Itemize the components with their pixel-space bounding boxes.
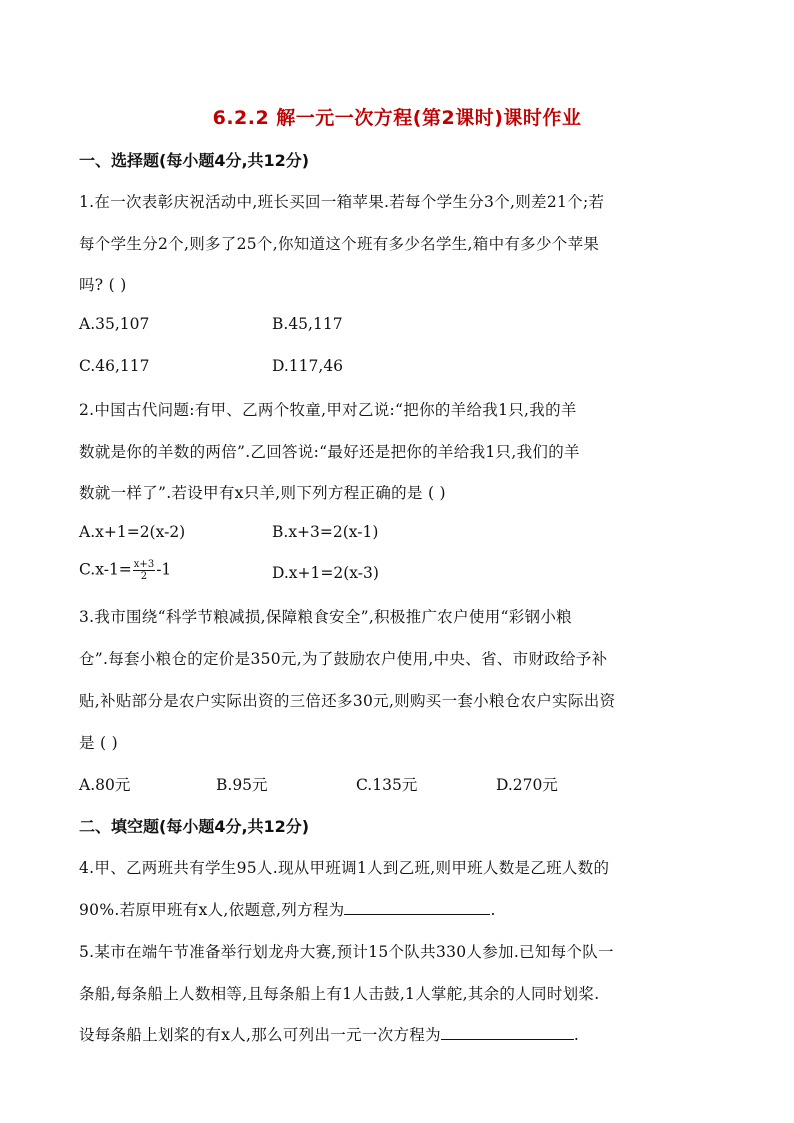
q4-line-2 — [79, 898, 496, 920]
q1-line-3: 吗? ( ) — [79, 276, 127, 294]
fraction — [133, 559, 155, 582]
q3-option-b: B.95元 — [216, 776, 268, 794]
q1-option-a: A.35,107 — [79, 315, 150, 333]
page-title: 6.2.2 解一元一次方程(第2课时)课时作业 — [212, 107, 582, 129]
q3-option-c: C.135元 — [356, 776, 418, 794]
q4-line-1: 4.甲、乙两班共有学生95人.现从甲班调1人到乙班,则甲班人数是乙班人数的 — [79, 859, 610, 877]
q1-line-2: 每个学生分2个,则多了25个,你知道这个班有多少名学生,箱中有多少个苹果 — [79, 235, 600, 253]
q1-line-1: 1.在一次表彰庆祝活动中,班长买回一箱苹果.若每个学生分3个,则差21个;若 — [79, 193, 605, 211]
q2-option-c-suffix: -1 — [156, 560, 172, 579]
q5-line-3 — [79, 1023, 579, 1045]
q3-line-1: 3.我市围绕“科学节粮减损,保障粮食安全”,积极推广农户使用“彩钢小粮 — [79, 608, 572, 626]
section-heading-choice: 一、选择题(每小题4分,共12分) — [79, 151, 310, 170]
q1-option-b: B.45,117 — [272, 315, 343, 333]
q2-option-b: B.x+3=2(x-1) — [272, 523, 379, 541]
q3-line-3: 贴,补贴部分是农户实际出资的三倍还多30元,则购买一套小粮仓农户实际出资 — [79, 692, 616, 710]
q3-option-a: A.80元 — [79, 776, 131, 794]
q3-line-2: 仓”.每套小粮仓的定价是350元,为了鼓励农户使用,中央、省、市财政给予补 — [79, 650, 608, 668]
q1-option-d: D.117,46 — [272, 357, 344, 375]
q1-option-c: C.46,117 — [79, 357, 150, 375]
section-heading-fill: 二、填空题(每小题4分,共12分) — [79, 817, 310, 836]
q4-period: . — [490, 901, 496, 919]
q2-option-c — [79, 559, 171, 582]
fraction-denominator: 2 — [140, 571, 148, 582]
fraction-numerator: x+3 — [133, 559, 155, 570]
q4-line-2-text: 90%.若原甲班有x人,依题意,列方程为 — [79, 901, 345, 919]
answer-blank[interactable] — [441, 1025, 574, 1040]
q3-line-4: 是 ( ) — [79, 734, 118, 752]
q2-line-3: 数就一样了”.若设甲有x只羊,则下列方程正确的是 ( ) — [79, 484, 446, 502]
q2-line-1: 2.中国古代问题:有甲、乙两个牧童,甲对乙说:“把你的羊给我1只,我的羊 — [79, 401, 577, 419]
q5-line-2: 条船,每条船上人数相等,且每条船上有1人击鼓,1人掌舵,其余的人同时划桨. — [79, 985, 600, 1003]
q5-period: . — [573, 1026, 580, 1044]
q2-option-a: A.x+1=2(x-2) — [79, 523, 186, 541]
q2-option-c-prefix: C.x-1= — [79, 560, 132, 579]
q2-option-d: D.x+1=2(x-3) — [272, 564, 379, 582]
q5-line-3-text: 设每条船上划桨的有x人,那么可列出一元一次方程为 — [79, 1026, 441, 1044]
answer-blank[interactable] — [344, 900, 490, 915]
q2-line-2: 数就是你的羊数的两倍”.乙回答说:“最好还是把你的羊给我1只,我们的羊 — [79, 443, 580, 461]
q5-line-1: 5.某市在端午节准备举行划龙舟大赛,预计15个队共330人参加.已知每个队一 — [79, 943, 614, 961]
q3-option-d: D.270元 — [496, 776, 558, 794]
